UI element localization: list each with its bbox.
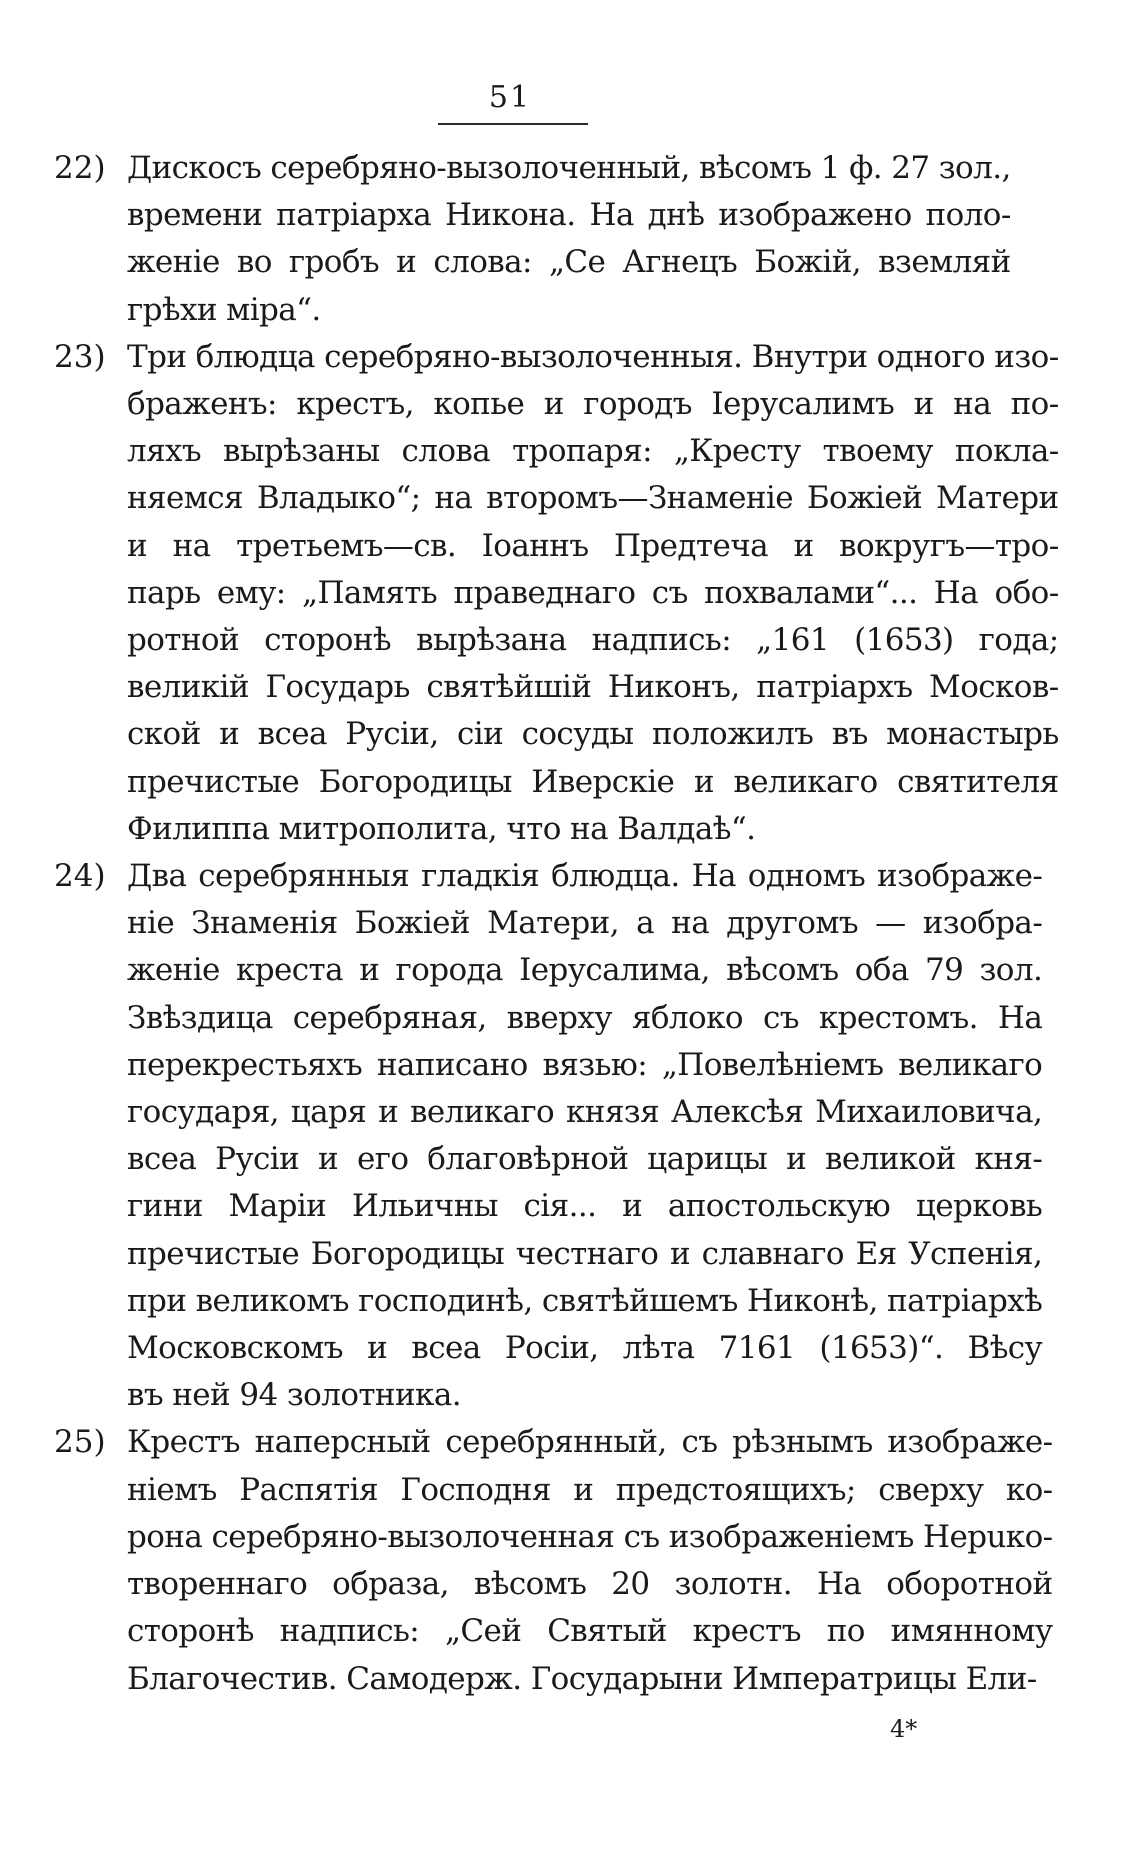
- entry-list: [54, 145, 1059, 1703]
- text-line: твореннаго образа, вѣсомъ 20 золотн. На оборотной: [127, 1566, 1053, 1603]
- text-line: пречистые Богородицы честнаго и славнаго Ея Успенія,: [127, 1235, 1043, 1272]
- entry-number: 22): [54, 150, 106, 186]
- text-line: грѣхи міра“.: [127, 291, 321, 328]
- text-line: перекрестьяхъ написано вязью: „Повелѣніемъ великаго: [127, 1046, 1043, 1083]
- text-line: женіе креста и города Іерусалима, вѣсомъ оба 79 зол.: [127, 952, 1043, 989]
- text-line: Звѣздица серебряная, вверху яблоко съ крестомъ. На: [127, 999, 1043, 1036]
- text-line: сторонѣ надпись: „Сей Святый крестъ по имянному: [127, 1613, 1053, 1650]
- text-line: великій Государь святѣйшій Никонъ, патріархъ Москов-: [127, 669, 1059, 706]
- entry-number: 24): [54, 858, 106, 895]
- entry-text: [127, 1419, 1053, 1702]
- text-line: Благочестив. Самодерж. Государыни Императрицы Ели-: [127, 1660, 1037, 1697]
- text-line: Два серебрянныя гладкія блюдца. На одномъ изображе-: [127, 858, 1043, 895]
- entry-text: [127, 853, 1042, 1419]
- text-line: Крестъ наперсный серебрянный, съ рѣзнымъ изображе-: [127, 1424, 1053, 1461]
- text-line: браженъ: крестъ, копье и городъ Іерусалимъ и на по-: [127, 386, 1059, 423]
- inventory-entry: [54, 334, 1059, 853]
- text-line: ляхъ вырѣзаны слова тропаря: „Кресту твоему покла-: [127, 433, 1059, 470]
- text-line: и на третьемъ—св. Іоаннъ Предтеча и вокругъ—тро-: [127, 527, 1059, 564]
- text-line: государя, царя и великаго князя Алексѣя Михаиловича,: [127, 1094, 1043, 1131]
- text-line: женіе во гробъ и слова: „Се Агнецъ Божій, вземляй: [127, 244, 1011, 281]
- text-line: Три блюдца серебряно-вызолоченныя. Внутри одного изо-: [127, 338, 1059, 375]
- text-line: въ ней 94 золотника.: [127, 1377, 461, 1414]
- entry-number: 25): [54, 1424, 106, 1461]
- text-line: парь ему: „Память праведнаго съ похвалами“... На обо-: [127, 574, 1059, 611]
- entry-number: 23): [54, 338, 106, 375]
- signature-mark: 4*: [890, 1715, 918, 1743]
- text-line: Московскомъ и всеа Росіи, лѣта 7161 (1653)“. Вѣсу: [127, 1330, 1043, 1367]
- text-line: рона серебряно-вызолоченная съ изображеніемъ Нерuко-: [127, 1518, 1053, 1555]
- inventory-entry: [54, 145, 1011, 334]
- text-line: всеа Русіи и его благовѣрной царицы и великой кня-: [127, 1141, 1043, 1178]
- entry-text: [127, 145, 1011, 334]
- page-number-rule: [438, 123, 588, 125]
- inventory-entry: [54, 853, 1043, 1419]
- text-line: няемся Владыко“; на второмъ—Знаменіе Божіей Матери: [127, 480, 1059, 517]
- text-line: пречистые Богородицы Иверскіе и великаго святителя: [127, 763, 1059, 800]
- page-number: 51: [488, 80, 532, 115]
- text-line: ніемъ Распятія Господня и предстоящихъ; сверху ко-: [127, 1471, 1053, 1508]
- text-line: времени патріарха Никона. На днѣ изображено поло-: [127, 197, 1011, 234]
- text-line: гини Маріи Ильичны сія... и апостольскую церковь: [127, 1188, 1043, 1225]
- text-line: при великомъ господинѣ, святѣйшемъ Никонѣ, патріархѣ: [127, 1282, 1043, 1319]
- inventory-entry: [54, 1419, 1053, 1702]
- text-line: Филиппа митрополита, что на Валдаѣ“.: [127, 810, 756, 847]
- text-line: Дискосъ серебряно-вызолоченный, вѣсомъ 1 ф. 27 зол.,: [127, 150, 1011, 186]
- text-line: ской и всеа Русіи, сіи сосуды положилъ въ монастырь: [127, 716, 1059, 753]
- text-line: ротной сторонѣ вырѣзана надпись: „161 (1653) года;: [127, 622, 1059, 659]
- entry-text: [127, 334, 1059, 853]
- text-line: ніе Знаменія Божіей Матери, а на другомъ — изобра-: [127, 905, 1043, 942]
